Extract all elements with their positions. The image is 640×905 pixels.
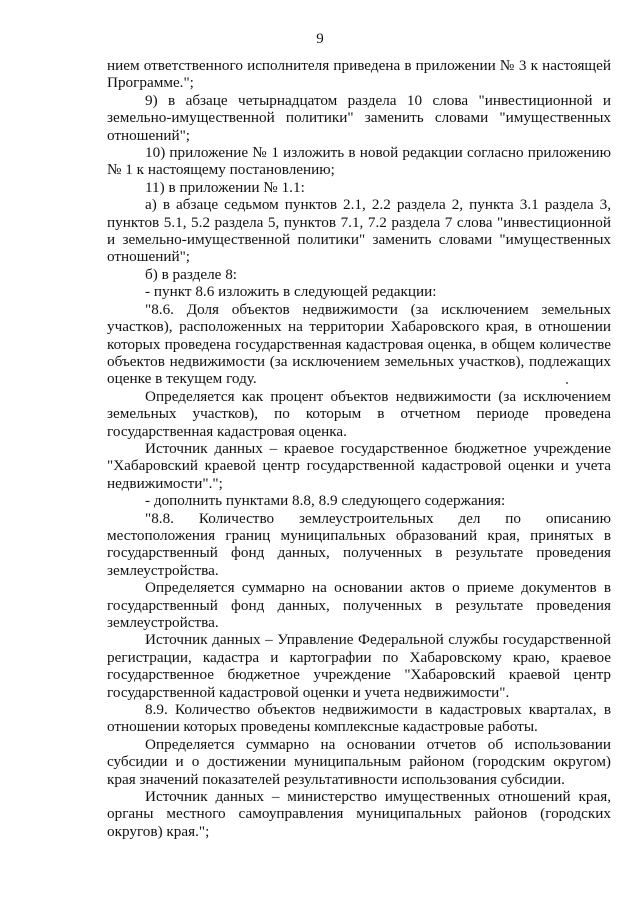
paragraph-item-9: 9) в абзаце четырнадцатом раздела 10 слова "инвестиционной и земельно-имущественной политики" заменить словами "имущественных отношений"; xyxy=(107,91,611,144)
paragraph-subitem-a: а) в абзаце седьмом пунктов 2.1, 2.2 раздела 2, пункта 3.1 раздела 3, пунктов 5.1, 5.2 раздела 5, пунктов 7.1, 7.2 раздела 7 слова "инвестиционной и земельно-имущественной политики" заменить словами "имущественных отношений"; xyxy=(107,196,611,266)
document-body xyxy=(107,57,611,840)
paragraph-item-11: 11) в приложении № 1.1: xyxy=(145,178,305,196)
paragraph-point-8-8-method: Определяется суммарно на основании актов о приеме документов в государственный фонд данных, полученных в результате проведения землеустройства. xyxy=(107,579,611,631)
paragraph-point-8-9-method: Определяется суммарно на основании отчетов об использовании субсидии и о достижении муниципальным районом (городским округом) края значений показателей результативности использования субсидии. xyxy=(107,735,611,788)
paragraph-points-8-8-8-9-intro: - дополнить пунктами 8.8, 8.9 следующего содержания: xyxy=(145,492,506,510)
paragraph-point-8-9: 8.9. Количество объектов недвижимости в кадастровых кварталах, в отношении которых проведены комплексные кадастровые работы. xyxy=(107,701,611,736)
page-number: 9 xyxy=(316,31,324,47)
paragraph-item-10: 10) приложение № 1 изложить в новой редакции согласно приложению № 1 к настоящему постановлению; xyxy=(107,144,611,179)
paragraph-point-8-8-source: Источник данных – Управление Федеральной службы государственной регистрации, кадастра и картографии по Хабаровскому краю, краевое государственное бюджетное учреждение "Хабаровский краевой центр государственной кадастровой оценки и учета недвижимости". xyxy=(107,631,611,701)
scan-speck xyxy=(566,382,568,384)
paragraph-point-8-9-source: Источник данных – министерство имущественных отношений края, органы местного самоуправления муниципальных районов (городских округов) края."; xyxy=(107,788,611,840)
paragraph-point-8-6-source: Источник данных – краевое государственное бюджетное учреждение "Хабаровский краевой центр государственной кадастровой оценки и учета недвижимости"."; xyxy=(107,439,611,492)
paragraph-subitem-b: б) в разделе 8: xyxy=(145,265,238,283)
paragraph-continuation: нием ответственного исполнителя приведена в приложении № 3 к настоящей Программе."; xyxy=(107,57,611,92)
paragraph-point-8-6-method: Определяется как процент объектов недвижимости (за исключением земельных участков), по которым в отчетном периоде проведена государственная кадастровая оценка. xyxy=(107,387,611,440)
paragraph-point-8-6-intro: - пункт 8.6 изложить в следующей редакции: xyxy=(145,283,437,301)
paragraph-point-8-8: "8.8. Количество землеустроительных дел по описанию местоположения границ муниципальных образований края, принятых в государственный фонд данных, полученных в результате проведения землеустройства. xyxy=(107,509,611,579)
paragraph-point-8-6: "8.6. Доля объектов недвижимости (за исключением земельных участков), расположенных на территории Хабаровского края, в отношении которых проведена государственная кадастровая оценка, в общем количестве объектов недвижимости (за исключением земельных участков), подлежащих оценке в текущем году. xyxy=(107,300,611,388)
